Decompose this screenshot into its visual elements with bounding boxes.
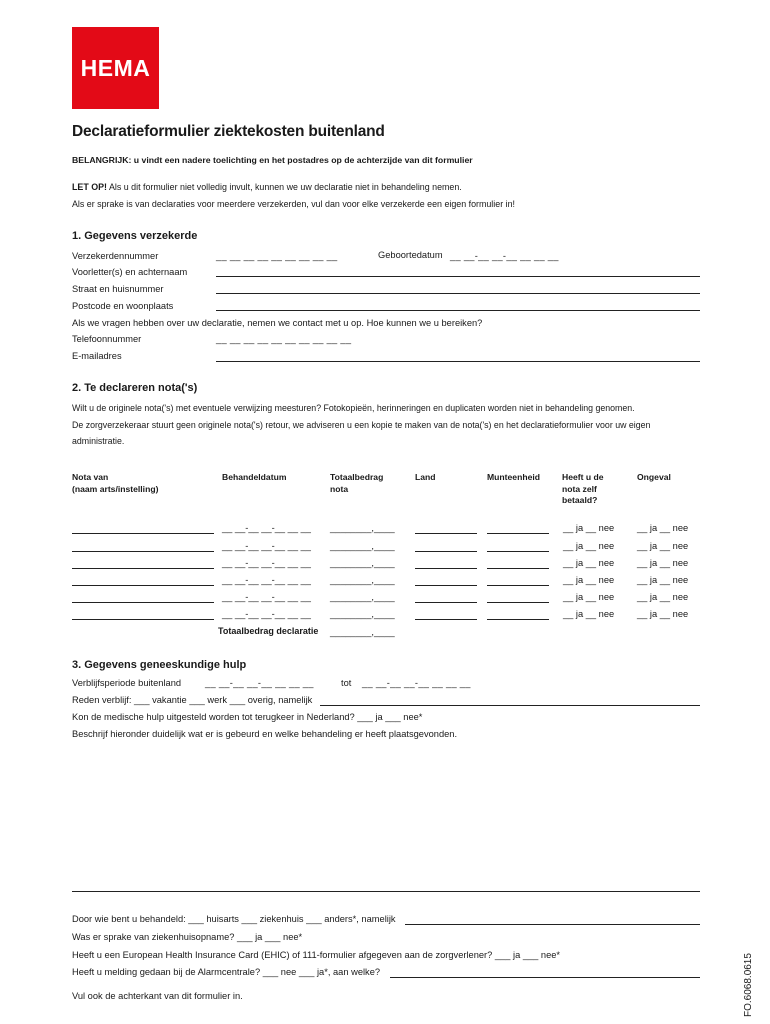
- col-paid-line-2: nota zelf: [562, 483, 597, 494]
- reason-line: Reden verblijf: ___ vakantie ___ werk ___ overig, namelijk: [72, 695, 313, 705]
- paid-yes-no[interactable]: __ ja __ nee: [563, 523, 615, 533]
- col-total: [330, 472, 383, 495]
- nota-name-field[interactable]: [72, 551, 214, 552]
- col-paid-line-1: Heeft u de: [562, 472, 604, 482]
- insured-number-label: Verzekerdennummer: [72, 251, 159, 261]
- currency-field[interactable]: [487, 619, 549, 620]
- col-total-line-1: Totaalbedrag: [330, 472, 384, 482]
- stay-to-label: tot: [341, 678, 352, 688]
- section-2-para-2b: administratie.: [72, 436, 125, 446]
- accident-yes-no[interactable]: __ ja __ nee: [637, 592, 689, 602]
- amount-field[interactable]: ________,____: [330, 592, 395, 602]
- treated-by-line: Door wie bent u behandeld: ___ huisarts ___ ziekenhuis ___ anders*, namelijk: [72, 914, 396, 924]
- description-bottom-line: [72, 891, 700, 892]
- street-field[interactable]: [216, 293, 700, 294]
- col-nota: [72, 472, 158, 495]
- country-field[interactable]: [415, 602, 477, 603]
- accident-yes-no[interactable]: __ ja __ nee: [637, 523, 689, 533]
- treatment-date-field[interactable]: __ __-__ __-__ __ __: [222, 575, 311, 585]
- col-accident: Ongeval: [637, 472, 671, 482]
- section-1-heading: 1. Gegevens verzekerde: [72, 230, 198, 242]
- country-field[interactable]: [415, 585, 477, 586]
- currency-field[interactable]: [487, 533, 549, 534]
- treatment-date-field[interactable]: __ __-__ __-__ __ __: [222, 609, 311, 619]
- currency-field[interactable]: [487, 568, 549, 569]
- hema-logo: [72, 27, 159, 109]
- paid-yes-no[interactable]: __ ja __ nee: [563, 575, 615, 585]
- col-country: Land: [415, 472, 436, 482]
- col-nota-line-2: (naam arts/instelling): [72, 483, 159, 494]
- warning-bold: LET OP!: [72, 182, 108, 192]
- country-field[interactable]: [415, 568, 477, 569]
- country-field[interactable]: [415, 551, 477, 552]
- delay-question: Kon de medische hulp uitgesteld worden tot terugkeer in Nederland? ___ ja ___ nee*: [72, 712, 423, 722]
- treatment-date-field[interactable]: __ __-__ __-__ __ __: [222, 541, 311, 551]
- col-total-line-2: nota: [330, 483, 349, 494]
- paid-yes-no[interactable]: __ ja __ nee: [563, 592, 615, 602]
- col-currency: Munteenheid: [487, 472, 540, 482]
- paid-yes-no[interactable]: __ ja __ nee: [563, 609, 615, 619]
- nota-name-field[interactable]: [72, 619, 214, 620]
- col-date: Behandeldatum: [222, 472, 287, 482]
- accident-yes-no[interactable]: __ ja __ nee: [637, 558, 689, 568]
- contact-question: Als we vragen hebben over uw declaratie, nemen we contact met u op. Hoe kunnen we u bereiken?: [72, 318, 483, 328]
- phone-field[interactable]: __ __ __ __ __ __ __ __ __ __: [216, 334, 352, 344]
- alarm-centre-field[interactable]: [390, 977, 700, 978]
- logo-text: HEMA: [80, 54, 151, 81]
- currency-field[interactable]: [487, 585, 549, 586]
- treatment-date-field[interactable]: __ __-__ __-__ __ __: [222, 592, 311, 602]
- section-3-heading: 3. Gegevens geneeskundige hulp: [72, 659, 247, 671]
- street-label: Straat en huisnummer: [72, 284, 164, 294]
- treatment-date-field[interactable]: __ __-__ __-__ __ __: [222, 558, 311, 568]
- amount-field[interactable]: ________,____: [330, 609, 395, 619]
- accident-yes-no[interactable]: __ ja __ nee: [637, 575, 689, 585]
- footer-note: Vul ook de achterkant van dit formulier in.: [72, 991, 243, 1001]
- nota-name-field[interactable]: [72, 533, 214, 534]
- important-note: BELANGRIJK: u vindt een nadere toelichting en het postadres op de achterzijde van dit formulier: [72, 155, 473, 165]
- col-paid-line-3: betaald?: [562, 495, 598, 505]
- total-declaration-label: Totaalbedrag declaratie: [218, 626, 319, 636]
- paid-yes-no[interactable]: __ ja __ nee: [563, 541, 615, 551]
- currency-field[interactable]: [487, 551, 549, 552]
- names-field[interactable]: [216, 276, 700, 277]
- currency-field[interactable]: [487, 602, 549, 603]
- warning-line-2: Als er sprake is van declaraties voor meerdere verzekerden, vul dan voor elke verzekerde een eigen formulier in!: [72, 199, 515, 209]
- amount-field[interactable]: ________,____: [330, 575, 395, 585]
- email-label: E-mailadres: [72, 351, 122, 361]
- amount-field[interactable]: ________,____: [330, 541, 395, 551]
- names-label: Voorletter(s) en achternaam: [72, 267, 188, 277]
- alarm-question: Heeft u melding gedaan bij de Alarmcentrale? ___ nee ___ ja*, aan welke?: [72, 967, 381, 977]
- country-field[interactable]: [415, 533, 477, 534]
- nota-name-field[interactable]: [72, 602, 214, 603]
- phone-label: Telefoonnummer: [72, 334, 142, 344]
- accident-yes-no[interactable]: __ ja __ nee: [637, 541, 689, 551]
- col-nota-line-1: Nota van: [72, 472, 109, 482]
- section-2-heading: 2. Te declareren nota('s): [72, 382, 198, 394]
- form-code: FO.6068.0615: [743, 953, 754, 1017]
- ehic-question: Heeft u een European Health Insurance Card (EHIC) of 111-formulier afgegeven aan de zorgverlener? ___ ja ___ nee*: [72, 950, 561, 960]
- section-2-para-2a: De zorgverzekeraar stuurt geen originele nota('s) retour, we adviseren u een kopie te maken van de nota('s) en het declaratieformulier voor uw eigen: [72, 420, 651, 430]
- country-field[interactable]: [415, 619, 477, 620]
- amount-field[interactable]: ________,____: [330, 523, 395, 533]
- email-field[interactable]: [216, 361, 700, 362]
- stay-to-field[interactable]: __ __-__ __-__ __ __ __: [362, 678, 471, 688]
- warning-text: Als u dit formulier niet volledig invult, kunnen we uw declaratie niet in behandeling nemen.: [107, 182, 462, 192]
- nota-name-field[interactable]: [72, 568, 214, 569]
- birthdate-label: Geboortedatum: [378, 250, 443, 260]
- section-2-para-1: Wilt u de originele nota('s) met eventuele verwijzing meesturen? Fotokopieën, herinneringen en duplicaten worden niet in behandeling genomen.: [72, 403, 635, 413]
- total-declaration-field[interactable]: ________,____: [330, 627, 395, 637]
- amount-field[interactable]: ________,____: [330, 558, 395, 568]
- treated-by-other-field[interactable]: [405, 924, 700, 925]
- postcode-label: Postcode en woonplaats: [72, 301, 174, 311]
- reason-other-field[interactable]: [320, 705, 700, 706]
- page-title: Declaratieformulier ziektekosten buitenland: [72, 123, 385, 140]
- paid-yes-no[interactable]: __ ja __ nee: [563, 558, 615, 568]
- hospital-question: Was er sprake van ziekenhuisopname? ___ ja ___ nee*: [72, 932, 303, 942]
- stay-label: Verblijfsperiode buitenland: [72, 678, 182, 688]
- describe-instruction: Beschrijf hieronder duidelijk wat er is gebeurd en welke behandeling er heeft plaatsgevonden.: [72, 729, 458, 739]
- accident-yes-no[interactable]: __ ja __ nee: [637, 609, 689, 619]
- treatment-date-field[interactable]: __ __-__ __-__ __ __: [222, 523, 311, 533]
- description-area[interactable]: [72, 742, 700, 890]
- stay-from-field[interactable]: __ __-__ __-__ __ __ __: [205, 678, 314, 688]
- insured-number-field[interactable]: __ __ __ __ __ __ __ __ __: [216, 251, 338, 261]
- postcode-field[interactable]: [216, 310, 700, 311]
- nota-name-field[interactable]: [72, 585, 214, 586]
- col-paid: [562, 472, 604, 507]
- warning-line-1: [72, 182, 462, 192]
- birthdate-field[interactable]: __ __-__ __-__ __ __ __: [450, 251, 559, 261]
